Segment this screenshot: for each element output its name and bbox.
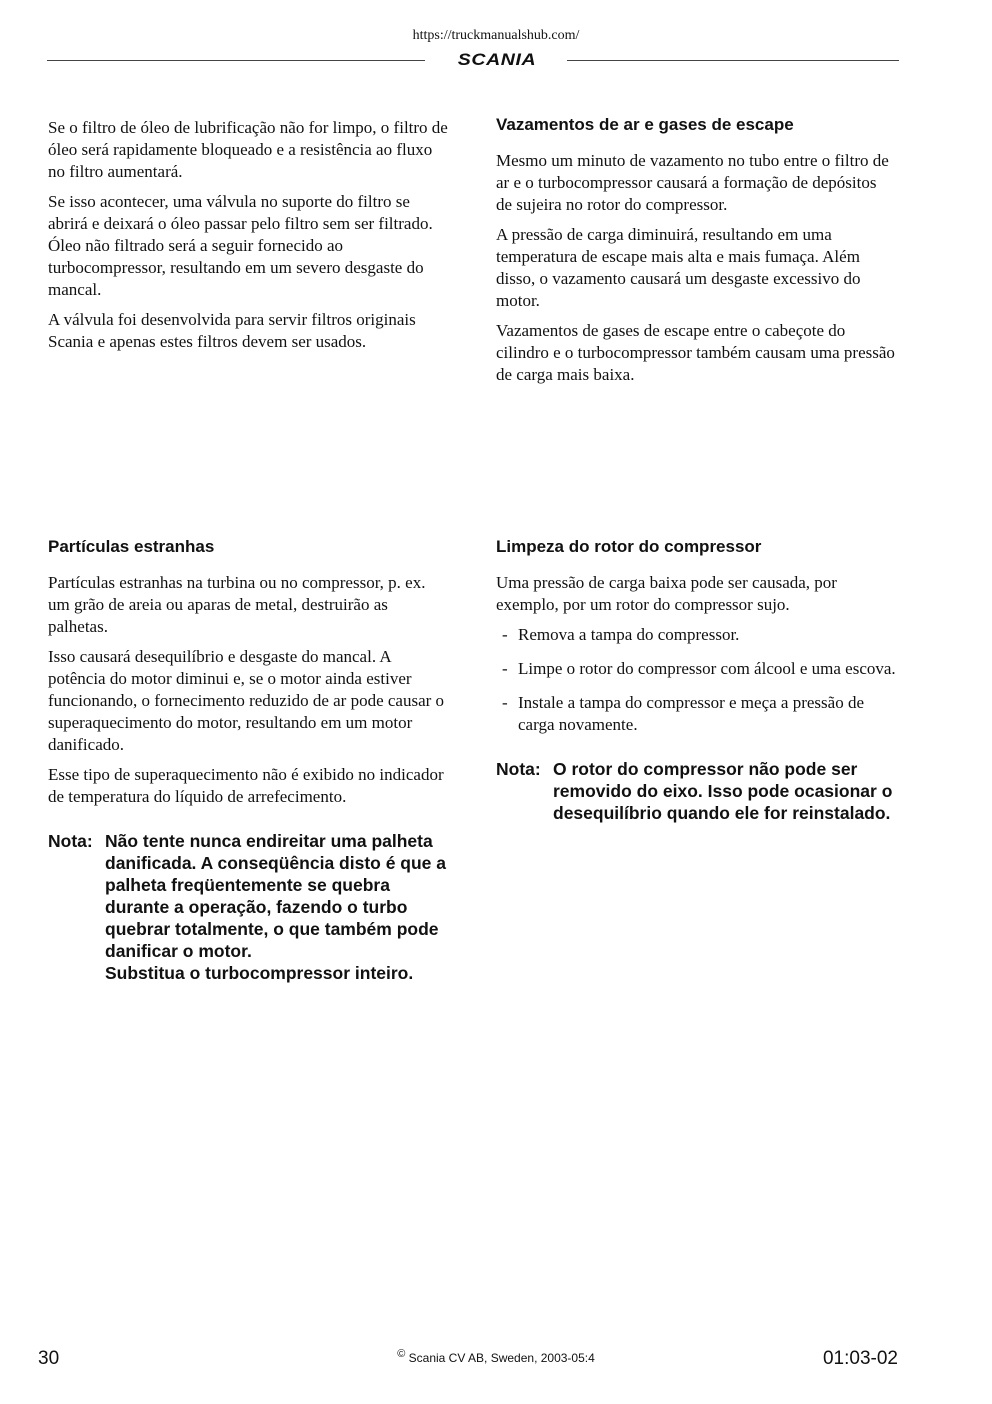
header-rule-left (47, 60, 425, 61)
list-item: - Instale a tampa do compressor e meça a pressão de carga novamente. (502, 693, 864, 734)
paragraph: Vazamentos de gases de escape entre o cabeçote do cilindro e o turbocompressor também causam uma pressão de carga mais baixa. (496, 321, 895, 384)
list-item: - Remova a tampa do compressor. (502, 625, 740, 644)
paragraph: Se isso acontecer, uma válvula no suporte do filtro se abrirá e deixará o óleo passar pelo filtro sem ser filtrado. Óleo não filtrado será a seguir fornecido ao turbocompressor, resultando em um severo desgaste do mancal. (48, 192, 433, 299)
right-top-section (496, 114, 896, 394)
paragraph: A válvula foi desenvolvida para servir filtros originais Scania e apenas estes filtros devem ser usados. (48, 310, 416, 351)
note-label: Nota: (496, 759, 541, 779)
note-label: Nota: (48, 831, 93, 851)
left-bottom-section (48, 536, 448, 984)
document-code: 01:03-02 (822, 1348, 898, 1369)
paragraph: Esse tipo de superaquecimento não é exibido no indicador de temperatura do líquido de arrefecimento. (48, 765, 444, 806)
paragraph: Mesmo um minuto de vazamento no tubo entre o filtro de ar e o turbocompressor causará a formação de depósitos de sujeira no rotor do compressor. (496, 151, 889, 214)
list-item: - Limpe o rotor do compressor com álcool e uma escova. (502, 659, 896, 678)
copyright-text: Scania CV AB, Sweden, 2003-05:4 (408, 1351, 595, 1365)
paragraph: Partículas estranhas na turbina ou no compressor, p. ex. um grão de areia ou aparas de metal, destruirão as palhetas. (48, 573, 426, 636)
warning-note (496, 758, 896, 824)
section-heading: Limpeza do rotor do compressor (496, 537, 762, 556)
page-number: 30 (38, 1348, 60, 1369)
right-bottom-section (496, 536, 896, 824)
step-list (502, 624, 896, 736)
paragraph: Isso causará desequilíbrio e desgaste do mancal. A potência do motor diminui e, se o motor ainda estiver funcionando, o fornecimento reduzido de ar pode causar o superaquecimento do motor, resultando em um motor danificado. (48, 647, 445, 754)
paragraph: Se o filtro de óleo de lubrificação não for limpo, o filtro de óleo será rapidamente bloqueado e a resistência ao fluxo no filtro aumentará. (48, 118, 448, 181)
note-body (105, 830, 448, 984)
source-url: https://truckmanualshub.com/ (412, 28, 580, 43)
header-rule-right (567, 60, 899, 61)
paragraph: Uma pressão de carga baixa pode ser causada, por exemplo, por um rotor do compressor sujo. (496, 573, 837, 614)
paragraph: A pressão de carga diminuirá, resultando em uma temperatura de escape mais alta e mais fumaça. Além disso, o vazamento causará um desgaste excessivo do motor. (496, 225, 861, 310)
note-body: O rotor do compressor não pode ser removido do eixo. Isso pode ocasionar o desequilíbrio quando ele for reinstalado. (553, 759, 893, 823)
note-text: Não tente nunca endireitar uma palheta danificada. A conseqüência disto é que a palheta freqüentemente se quebra durante a operação, fazendo o turbo quebrar totalmente, o que também pode danificar o motor. (105, 831, 447, 961)
note-text-2: Substitua o turbocompressor inteiro. (105, 963, 414, 983)
left-top-section (48, 117, 448, 361)
section-heading: Vazamentos de ar e gases de escape (496, 115, 794, 134)
warning-note (48, 830, 448, 984)
section-heading: Partículas estranhas (48, 537, 215, 556)
copyright-symbol: © (397, 1348, 406, 1360)
scania-logo: SCANIA (457, 50, 537, 69)
